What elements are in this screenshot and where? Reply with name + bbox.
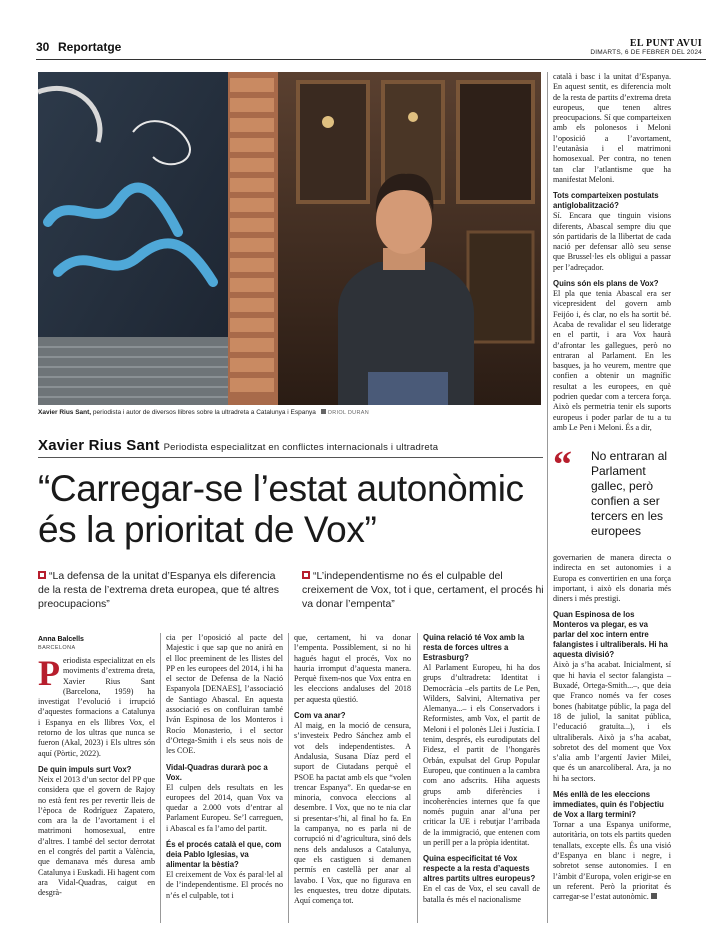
column-divider (547, 72, 548, 923)
question: De quin impuls surt Vox? (38, 764, 132, 774)
article-column-2 (166, 633, 283, 901)
question: Quina especificitat té Vox respecte a la resta d’aquests altres partits ultres europeus? (423, 854, 536, 884)
answer: Això ja s’ha acabat. Inicialment, sí que hi havia el sector falangista –Buxadé, Ortega-Smith...–, que deia que Franco només va fer coses bones (habitatge públic, la paga del 18 de juliol, la sanitat pública, l’educació gratuïta...), i els ultraliberals. Això ja s’ha acabat, sobretot des del moment que Vox s’alia amb l’argentí Javier Milei, que és un anarcoliberal. Ara, ja no hi ha sectors. (553, 660, 671, 783)
highlight-quote-2 (302, 569, 547, 611)
question: Vidal-Quadras durarà poc a Vox. (166, 762, 268, 782)
headline (38, 468, 558, 550)
answer: governarien de manera directa o indirecta en set autonomies i a Europa es convertirien en una força important, i això els donaria més diners i més prestigi. (553, 553, 671, 604)
end-mark-icon (651, 893, 657, 899)
answer: català i basc i la unitat d’Espanya. En aquest sentit, es diferencia molt de la resta de partits d’extrema dreta europeus, que tenen altres preocupacions. Sí que comparteixen amb els polonesos i Meloni l’oposició a l’avortament, l’eutanàsia i el matrimoni homosexual. Per contra, no tenen tan clar l’atlantisme que ha manifestat Meloni. (553, 72, 671, 184)
answer: Al Parlament Europeu, hi ha dos grups d’ultradreta: Identitat i Democràcia –els partits de Le Pen, Wilders, Salvini, Alternativa per Alemanya...– i els Conservadors i Reformistes, amb Vox, el partit de Meloni i el polonès Llei i Justícia. I tenim, després, els eurodiputats del Fidesz, el partit de l’hongarès Orbán, expulsat del Grup Popular Europeu, que continuen a la cambra com ano adscrits. Hiha aquests grups amb diferències i incoherències internes que fa que només puguin anar al’una per criticar la UE i rebutjar l’arribada de la immigració, que entenen com un perill per a la pròpia identitat. (423, 663, 540, 848)
byline-rule (38, 457, 543, 458)
column-divider (160, 633, 161, 923)
question: Quina relació té Vox amb la resta de forces ultres a Estrasburg? (423, 633, 525, 662)
interviewee-name: Xavier Rius Sant (38, 437, 160, 454)
interviewee-byline (38, 437, 543, 454)
photo-credit: ORIOL DURAN (327, 410, 369, 416)
answer: Sí. Encara que tinguin visions diferents, Abascal sempre diu que són partidaris de la llibertat de cada nació per defensar allò seu sense que Brussel·les els obligui a passar per l’adreçador. (553, 211, 671, 272)
question: Més enllà de les eleccions immediates, quin és l’objectiu de Vox a llarg termini? (553, 790, 664, 820)
issue-date: DIMARTS, 6 DE FEBRER DEL 2024 (590, 49, 702, 56)
answer: En el cas de Vox, el seu cavall de batalla és més el nacionalisme (423, 884, 540, 904)
answer: cia per l’oposició al pacte del Majestic i que sap que no anirà en el lloc preeminent de les llistes del PP en les europees del 2014, i hi ha el sector de Defensa de la Nació Espanyola [DENAES], l’associació de Santiago Abascal. En aquesta associació es on confluiran també Iván Espinosa de los Monteros i Rocío Monasterio, i el sector d’Ortega-Smith i els seus nois de les COE. (166, 633, 283, 756)
portrait-illustration (38, 72, 541, 405)
author-location: BARCELONA (38, 645, 76, 651)
drop-cap: P (38, 653, 60, 693)
highlight-quote-2-text: “L’independentisme no és el culpable del creixement de Vox, tot i que, certament, el procés hi va donar l’empenta” (302, 570, 544, 610)
page-header (36, 38, 706, 58)
quote-bullet-icon (302, 571, 310, 579)
caption-name: Xavier Rius Sant, (38, 409, 92, 416)
page-number: 30 (36, 40, 50, 54)
header-rule (36, 59, 706, 60)
author-name: Anna Balcells (38, 636, 84, 643)
caption-text: periodista i autor de diversos llibres sobre la ultradreta a Catalunya i Espanya (92, 409, 316, 416)
credit-square-icon (321, 409, 326, 414)
question: Tots comparteixen postulats antiglobalització? (553, 191, 659, 211)
intro-paragraph: eriodista especialitzat en els moviments d’extrema dreta, Xavier Rius Sant (Barcelona, 1959) ha investigat l’evolució i irrupció d’aquestes formacions a Catalunya i Espanya en els llibres Vox, el retorno de los ultras que nunca se fueron (Akal, 2023) i Els ultres són aquí (Pòrtic, 2022). (38, 656, 155, 758)
interview-photo (38, 72, 541, 405)
quote-marks-icon: “ (553, 444, 569, 486)
article-column-5-top (553, 72, 671, 433)
article-column-4 (423, 633, 540, 905)
column-divider (417, 633, 418, 923)
pull-quote-text: No entraran al Parlament gallec, però confien a ser tercers en les europees (591, 449, 668, 538)
question: És el procés català el que, com deia Pablo Iglesias, va alimentar la bèstia? (166, 840, 282, 870)
answer: El pla que tenia Abascal era ser vicepresident del govern amb Feijóo i, és clar, no els ha sortit bé. Acaba de revalidar el seu lideratge en el partit, i ara Vox haurà d’afrontar les gallegues, però no entraran al Parlament. En les basques, ja ho veurem, mentre que confien a obtenir un magnífic resultat a les europees, en què podrien quedar com a tercera força. Això els permetria tenir els suports europeus i poder parlar de tu a tu amb Le Pen i Meloni. És a dir, (553, 289, 671, 432)
section-name: Reportatge (58, 40, 122, 54)
headline-line-2: és la prioritat de Vox” (38, 509, 377, 550)
question: Com va anar? (294, 711, 346, 721)
question: Quan Espinosa de los Monteros va plegar, es va parlar del xoc intern entre falangistes i ultraliberals. Hi ha aquesta divisió? (553, 610, 668, 660)
answer: que, certament, hi va donar l’empenta. Possiblement, si no hi hagués hagut el procés, Vox no hauria irromput d’aquesta manera. Perquè fixem-nos que Vox entra en les eleccions andaluses del 2018 per aquesta qüestió. (294, 633, 411, 704)
answer: Al maig, en la moció de censura, s’investeix Pedro Sánchez amb el vot dels independentistes. A Andalusia, Susana Díaz perd el suport de Ciutadans perquè el PSOE ha pactat amb els que “volen trencar Espanya”. En quedar-se en minoria, convoca eleccions al desembre. I Vox, que no te nia clar si presentar-s’hi, al final ho fa. En la campanya, no es parla ni de corrupció ni d’agricultura, sinó dels nens dels andalusos a Catalunya, que els castiguen si demanen permís en castellà per anar al lavabo. I Vox, que no figurava en les enquestes, treu dotze diputats. Aquí comença tot. (294, 721, 411, 906)
column-divider (288, 633, 289, 923)
pull-quote (553, 444, 671, 543)
article-column-5-bottom (553, 553, 671, 902)
article-column-3 (294, 633, 411, 906)
highlight-quote-1-text: “La defensa de la unitat d’Espanya els diferencia de la resta de l’extrema dreta europea, que té altres preocupacions” (38, 570, 280, 610)
quote-bullet-icon (38, 571, 46, 579)
answer: El creixement de Vox és paral·lel al de l’independentisme. El procés no n’és el culpable, tot i (166, 870, 283, 900)
question: Quins són els plans de Vox? (553, 279, 659, 289)
closing-answer: Tornar a una Espanya uniforme, autoritària, on tots els partits queden tenallats, excepte ells. És una visió d’Espanya en blanc i negre, i sobretot sense autonomies. I en l’àmbit d’Europa, volen erigir-se en un referent. Però la prioritat és carregar-se l’estat autonòmic. (553, 820, 671, 902)
answer: El culpen dels resultats en les europees del 2014, quan Vox va quedar a 2.000 vots d’entrar al Parlament Europeu. Se’l carreguen, i Abascal es fa l’amo del partit. (166, 782, 283, 833)
newspaper-logo: EL PUNT AVUI (629, 38, 702, 49)
highlight-quote-1 (38, 569, 283, 611)
photo-caption (38, 409, 541, 416)
headline-line-1: “Carregar-se l’estat autonòmic (38, 468, 524, 509)
article-column-1 (38, 653, 155, 899)
answer: Neix el 2013 d’un sector del PP que considera que el govern de Rajoy no està fent res per revertir lleis de l’època de Rodríguez Zapatero, com ara la de l’avortament i el matrimoni homosexual, entre d’altres. I també del sector derrotat en el congrés del partit a València, que demanava més duresa amb Catalunya i Euskadi. Hi hagent com ara Vidal-Quadras, caigut en desgrà- (38, 774, 155, 898)
interviewee-role: Periodista especialitzat en conflictes internacionals i ultradreta (163, 442, 439, 453)
